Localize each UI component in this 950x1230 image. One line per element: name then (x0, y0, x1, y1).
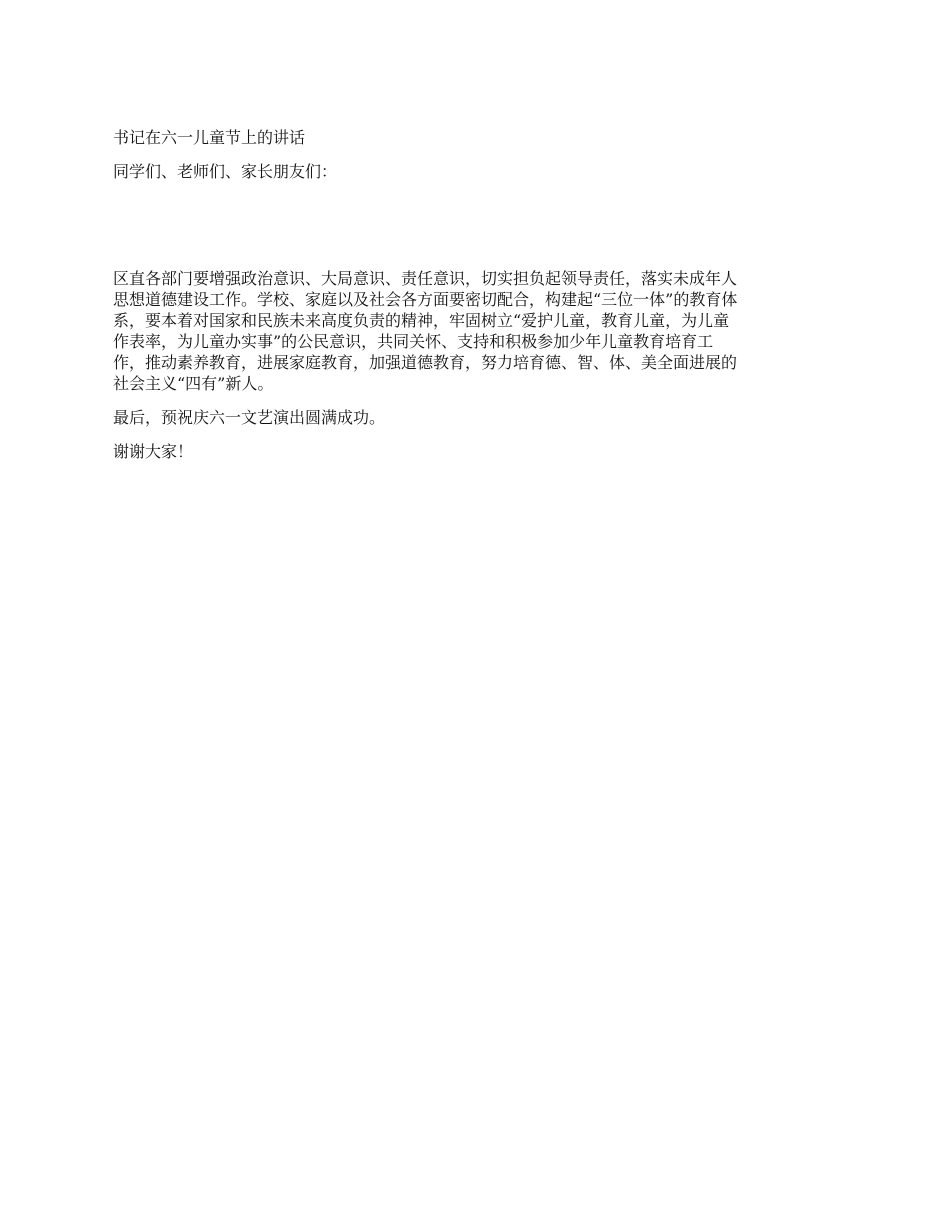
closing-line: 最后，预祝庆六一文艺演出圆满成功。 (113, 408, 386, 427)
thanks-line: 谢谢大家！ (113, 442, 194, 461)
document-title: 书记在六一儿童节上的讲话 (113, 128, 306, 147)
paragraph-line: 作表率，为儿童办实事”的公民意识，共同关怀、支持和积极参加少年儿童教育培育工 (113, 332, 714, 351)
paragraph-line: 社会主义“四有”新人。 (113, 374, 274, 393)
paragraph-line: 区直各部门要增强政治意识、大局意识、责任意识，切实担负起领导责任，落实未成年人 (113, 269, 738, 288)
main-paragraph (113, 268, 843, 394)
paragraph-line: 思想道德建设工作。学校、家庭以及社会各方面要密切配合，构建起“三位一体”的教育体 (113, 290, 738, 309)
document-body (113, 127, 843, 462)
paragraph-line: 系，要本着对国家和民族未来高度负责的精神，牢固树立“爱护儿童，教育儿童，为儿童 (113, 311, 730, 330)
paragraph-line: 作，推动素养教育，进展家庭教育，加强道德教育，努力培育德、智、体、美全面进展的 (113, 353, 738, 372)
greeting-line: 同学们、老师们、家长朋友们： (113, 162, 338, 181)
